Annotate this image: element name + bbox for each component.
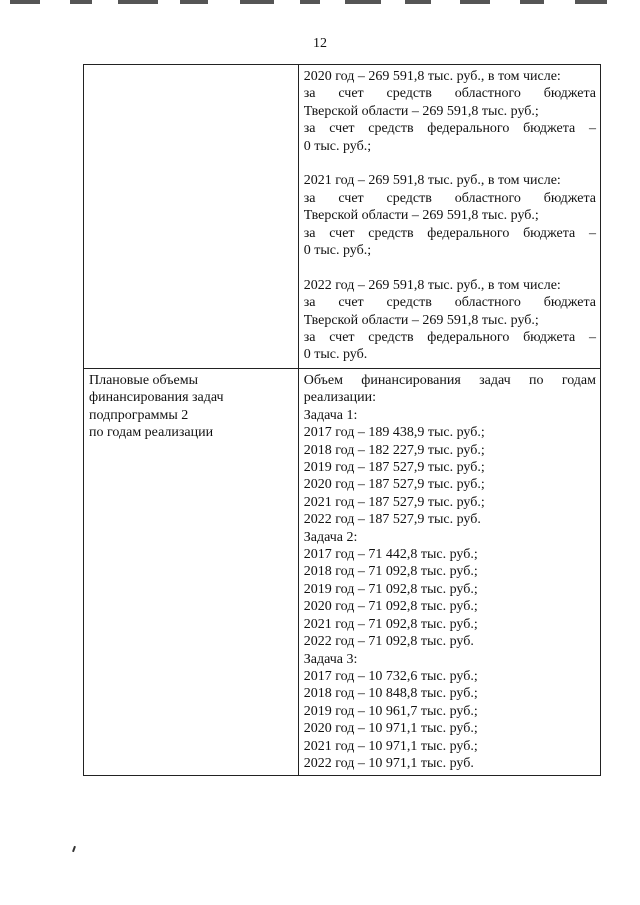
task-1-year-line: 2018 год – 182 227,9 тыс. руб.; — [303, 442, 485, 458]
table-row-task-funding — [84, 369, 601, 776]
row-label-line: финансирования задач — [89, 390, 224, 406]
year-2020-block — [304, 68, 596, 155]
text-line: 2021 год – 269 591,8 тыс. руб., в том числе: — [303, 173, 561, 189]
row-label-line: подпрограммы 2 — [89, 407, 189, 423]
task-2-year-line: 2017 год – 71 442,8 тыс. руб.; — [303, 547, 478, 563]
task-2-year-line: 2018 год – 71 092,8 тыс. руб.; — [303, 564, 478, 580]
task-2-year-line: 2022 год – 71 092,8 тыс. руб. — [303, 634, 474, 650]
task-3-label: Задача 3: — [303, 651, 358, 667]
task-3-year-line: 2022 год – 10 971,1 тыс. руб. — [303, 755, 474, 771]
task-1-label: Задача 1: — [303, 407, 358, 423]
text-line: Тверской области – 269 591,8 тыс. руб.; — [303, 208, 539, 224]
text-line: за счет средств областного бюджета — [303, 295, 596, 311]
intro-line: реализации: — [303, 390, 377, 406]
row1-left-cell — [84, 65, 299, 369]
task-3-year-line: 2018 год – 10 848,8 тыс. руб.; — [303, 686, 478, 702]
text-line: за счет средств федерального бюджета – — [303, 121, 596, 137]
year-2022-block — [304, 277, 596, 364]
year-2021-block — [304, 172, 596, 259]
row-label-line: Плановые объемы — [89, 373, 199, 388]
task-1-year-line: 2021 год – 187 527,9 тыс. руб.; — [303, 494, 485, 510]
text-line: 0 тыс. руб. — [303, 347, 368, 363]
text-line: за счет средств областного бюджета — [303, 190, 596, 206]
task-3-year-line: 2019 год – 10 961,7 тыс. руб.; — [303, 703, 478, 719]
task-2-year-line: 2019 год – 71 092,8 тыс. руб.; — [303, 581, 478, 597]
text-line: Тверской области – 269 591,8 тыс. руб.; — [303, 103, 539, 119]
page-number: 12 — [313, 36, 327, 51]
task-1-year-line: 2022 год – 187 527,9 тыс. руб. — [303, 512, 481, 528]
text-line: за счет средств областного бюджета — [303, 86, 596, 102]
funding-table — [83, 64, 601, 776]
task-3-year-line: 2021 год – 10 971,1 тыс. руб.; — [303, 738, 478, 754]
table-row-continuation — [84, 65, 601, 369]
task-3-year-line: 2017 год – 10 732,6 тыс. руб.; — [303, 668, 478, 684]
text-line: 2020 год – 269 591,8 тыс. руб., в том числе: — [303, 69, 561, 84]
row1-right-cell — [298, 65, 600, 369]
text-line: 2022 год – 269 591,8 тыс. руб., в том числе: — [303, 277, 561, 293]
task-1-year-line: 2020 год – 187 527,9 тыс. руб.; — [303, 477, 485, 493]
row-label-line: по годам реализации — [89, 425, 214, 441]
task-2-label: Задача 2: — [303, 529, 358, 545]
task-1-year-line: 2017 год – 189 438,9 тыс. руб.; — [303, 425, 485, 441]
text-line: за счет средств федерального бюджета – — [303, 330, 596, 346]
task-2-year-line: 2021 год – 71 092,8 тыс. руб.; — [303, 616, 478, 632]
task-3-year-line: 2020 год – 10 971,1 тыс. руб.; — [303, 721, 478, 737]
intro-line: Объем финансирования задач по годам — [303, 373, 596, 388]
scan-top-edge-marks — [0, 0, 640, 8]
scan-speck — [72, 846, 76, 852]
task-2-year-line: 2020 год – 71 092,8 тыс. руб.; — [303, 599, 478, 615]
row2-left-cell — [84, 369, 299, 776]
text-line: Тверской области – 269 591,8 тыс. руб.; — [303, 312, 539, 328]
text-line: за счет средств федерального бюджета – — [303, 225, 596, 241]
text-line: 0 тыс. руб.; — [303, 138, 372, 154]
row2-right-cell — [298, 369, 600, 776]
text-line: 0 тыс. руб.; — [303, 243, 372, 259]
task-1-year-line: 2019 год – 187 527,9 тыс. руб.; — [303, 460, 485, 476]
